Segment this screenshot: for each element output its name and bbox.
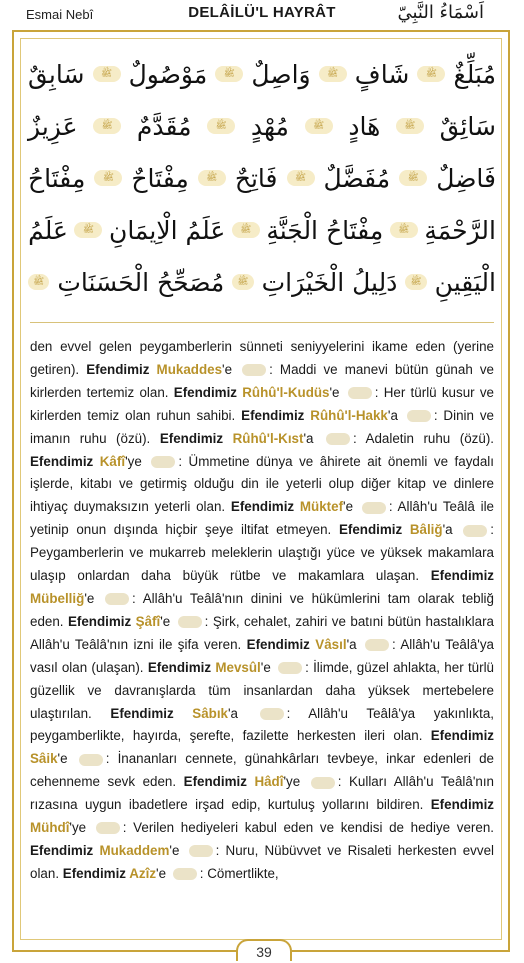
honorific: Efendimiz	[159, 430, 233, 446]
arabic-name: الرَّحْمَةِ	[424, 215, 496, 245]
honorific: Efendimiz	[110, 705, 193, 721]
salawat-icon: ﷺ	[93, 66, 121, 82]
salawat-icon	[173, 868, 197, 880]
honorific: Efendimiz	[86, 361, 157, 377]
arabic-line	[28, 152, 496, 204]
honorific: Efendimiz	[67, 613, 136, 629]
arabic-name: مِفْتَاحُ	[28, 163, 86, 193]
prophet-name: Mukaddem	[99, 842, 170, 858]
salawat-icon	[278, 662, 302, 674]
header-left-title: Esmai Nebî	[26, 7, 94, 22]
arabic-name: عَزِيزٌ	[28, 111, 78, 141]
text-run: : Allâh'u Teâlâ'ya yakınlıkta, peygamberlikte, hayırda, şerefte, fazilette herkesten ileri olan.	[30, 705, 494, 744]
text-run: 'e	[156, 865, 170, 881]
text-run: : Kulları Allâh'u Teâlâ'nın rızasına uygun ibadetlere irşad edip, kurtuluş yollarını bildiren.	[30, 774, 494, 813]
text-run: : Peygamberlerin ve mukarreb meleklerin ulaştığı yüce ve yüksek makamlara ulaşıp onlardan daha büyük rütbe ve makamlara ulaşan.	[30, 522, 494, 584]
prophet-name: Müktef	[299, 499, 344, 515]
honorific: Efendimiz	[230, 499, 300, 515]
salawat-icon: ﷺ	[319, 66, 347, 82]
text-run: 'e	[222, 361, 240, 377]
prophet-name: Mübelliğ	[30, 590, 85, 606]
text-run: 'e	[260, 659, 276, 675]
salawat-icon	[79, 754, 103, 766]
text-run: 'a	[228, 705, 257, 721]
text-run: : İnananları cennete, günahkârları tevbeye, inkar edenleri de cehenneme sevk eden.	[30, 751, 494, 790]
translation-paragraph	[30, 336, 494, 886]
honorific: Efendimiz	[147, 659, 216, 675]
arabic-name: هَادٍ	[348, 111, 381, 141]
text-run: : Allâh'u Teâlâ'ya vasıl olan (ulaşan).	[30, 636, 494, 675]
arabic-name: مُقَدَّمٌ	[136, 111, 192, 141]
arabic-name: فَاضِلٌ	[436, 163, 496, 193]
prophet-name: Sâik	[30, 751, 58, 767]
prophet-name: Rûhû'l-Hakk	[310, 407, 388, 423]
arabic-name: دَلِيلُ الْخَيْرَاتِ	[261, 267, 398, 297]
arabic-name: وَاصِلٌ	[251, 59, 311, 89]
honorific: Efendimiz	[338, 522, 410, 538]
salawat-icon: ﷺ	[198, 170, 226, 186]
honorific: Efendimiz	[30, 453, 100, 469]
text-run: 'e	[343, 499, 359, 515]
text-run: : Verilen hediyeleri kabul eden ve kendisi de hediye veren.	[122, 820, 494, 836]
arabic-name: مُهْدٍ	[250, 111, 289, 141]
honorific: Efendimiz	[62, 865, 130, 881]
arabic-line	[28, 204, 496, 256]
arabic-names-block	[28, 48, 496, 308]
prophet-name: Rûhû'l-Kudüs	[242, 384, 330, 400]
arabic-name: مُفَضَّلٌ	[323, 163, 391, 193]
arabic-name: مُبَلِّغٌ	[453, 59, 496, 89]
salawat-icon	[260, 708, 284, 720]
arabic-name: عَلَمُ	[28, 215, 68, 245]
honorific: Efendimiz	[430, 797, 494, 813]
text-run: : Adaletin ruhu (özü).	[353, 430, 495, 446]
arabic-name: فَاتِحٌ	[234, 163, 278, 193]
text-run: : İlimde, güzel ahlakta, her türlü güzellik ve davranışlarda tüm insanlardan daha yüksek mertebelere ulaştırılan.	[30, 659, 494, 721]
arabic-name: عَلَمُ الْاِيمَانِ	[108, 215, 226, 245]
salawat-icon	[105, 593, 129, 605]
text-run: 'e	[160, 613, 175, 629]
salawat-icon: ﷺ	[28, 274, 49, 290]
honorific: Efendimiz	[430, 568, 494, 584]
salawat-icon: ﷺ	[405, 274, 426, 290]
arabic-line	[28, 100, 496, 152]
prophet-name: Bâliğ	[409, 522, 443, 538]
honorific: Efendimiz	[430, 728, 494, 744]
text-run: : Allâh'u Teâlâ ile yetinip onun dışında hiçbir şeye iltifat etmeyen.	[30, 499, 494, 538]
salawat-icon: ﷺ	[94, 170, 122, 186]
arabic-name: الْيَقِينِ	[434, 267, 496, 297]
prophet-name: Mukaddes	[156, 361, 223, 377]
salawat-icon	[365, 639, 389, 651]
text-run: : Şirk, cehalet, zahiri ve batıni bütün hastalıklara Allâh'u Teâlâ'nın izni ile şifa veren.	[30, 613, 494, 652]
salawat-icon: ﷺ	[399, 170, 427, 186]
page-number: 39	[236, 939, 292, 961]
salawat-icon	[348, 387, 372, 399]
prophet-name: Hâdî	[254, 774, 284, 790]
salawat-icon	[96, 822, 120, 834]
header-arabic-title: اَسْمَاءُ النَّبِيّ	[397, 2, 484, 23]
salawat-icon: ﷺ	[215, 66, 243, 82]
prophet-name: Vâsıl	[315, 636, 347, 652]
text-run: : Maddi ve manevi bütün günah ve kirlerden tertemiz olan.	[30, 361, 495, 400]
prophet-name: Kâfî	[99, 453, 126, 469]
text-run: 'a	[346, 636, 362, 652]
text-run: 'e	[169, 842, 186, 858]
header-book-title: DELÂİLÜ'L HAYRÂT	[188, 4, 336, 21]
text-run: den evvel gelen peygamberlerin sünneti seniyyelerini ikame eden (yerine getiren).	[30, 339, 494, 377]
prophet-name: Sâbık	[192, 705, 228, 721]
text-run: 'a	[387, 407, 404, 423]
prophet-name: Rûhû'l-Kıst	[232, 430, 304, 446]
arabic-line	[28, 256, 496, 308]
arabic-line	[28, 48, 496, 100]
salawat-icon: ﷺ	[232, 274, 253, 290]
salawat-icon: ﷺ	[287, 170, 315, 186]
arabic-name: سَائِقٌ	[439, 111, 496, 141]
salawat-icon	[178, 616, 202, 628]
section-divider	[30, 322, 494, 323]
salawat-icon	[326, 433, 350, 445]
text-run: : Allâh'u Teâlâ'nın dinini ve hükümlerini tam olarak tebliğ eden.	[30, 590, 494, 629]
salawat-icon: ﷺ	[305, 118, 333, 134]
text-run: 'ye	[125, 453, 149, 469]
text-run: 'ye	[283, 774, 308, 790]
salawat-icon	[362, 502, 386, 514]
prophet-name: Mevsûl	[215, 659, 261, 675]
arabic-name: مُصَحِّحُ الْحَسَنَاتِ	[57, 267, 225, 297]
salawat-icon	[407, 410, 431, 422]
text-run: 'a	[303, 430, 324, 446]
page-header	[0, 0, 524, 30]
prophet-name: Azîz	[129, 865, 157, 881]
arabic-name: مِفْتَاحٌ	[131, 163, 189, 193]
text-run: : Ümmetine dünya ve âhirete ait önemli ve faydalı işlerde, kitabı ve getirmiş olduğu din ile yeterli olup diğer kitap ve dinlere ihtiyaç duymaksızın yeterli olan.	[30, 453, 494, 515]
salawat-icon	[242, 364, 266, 376]
honorific: Efendimiz	[241, 407, 311, 423]
text-run: : Dinin ve imanın ruhu (özü).	[30, 407, 494, 446]
arabic-name: مِفْتَاحُ الْجَنَّةِ	[266, 215, 384, 245]
text-run: : Cömertlikte,	[199, 865, 279, 881]
salawat-icon: ﷺ	[207, 118, 235, 134]
prophet-name: Mühdî	[30, 820, 70, 836]
salawat-icon: ﷺ	[74, 222, 102, 238]
salawat-icon: ﷺ	[93, 118, 121, 134]
text-run: 'a	[442, 522, 461, 538]
text-run: 'e	[84, 590, 103, 606]
salawat-icon	[311, 777, 335, 789]
salawat-icon	[463, 525, 487, 537]
arabic-name: سَابِقٌ	[28, 59, 85, 89]
salawat-icon: ﷺ	[390, 222, 418, 238]
text-run: 'ye	[69, 820, 93, 836]
salawat-icon	[189, 845, 213, 857]
text-run: : Nuru, Nübüvvet ve Risaleti herkesten evvel olan.	[30, 842, 494, 881]
honorific: Efendimiz	[246, 636, 316, 652]
arabic-name: شَافٍ	[354, 59, 410, 89]
prophet-name: Şâfî	[135, 613, 161, 629]
honorific: Efendimiz	[183, 774, 255, 790]
arabic-name: مَوْصُولٌ	[128, 59, 208, 89]
salawat-icon: ﷺ	[396, 118, 424, 134]
salawat-icon: ﷺ	[232, 222, 260, 238]
text-run: : Her türlü kusur ve kirlerden temiz olan ruhun sahibi.	[30, 384, 494, 423]
honorific: Efendimiz	[173, 384, 243, 400]
text-run: 'e	[329, 384, 345, 400]
salawat-icon	[151, 456, 175, 468]
honorific: Efendimiz	[30, 842, 100, 858]
salawat-icon: ﷺ	[417, 66, 445, 82]
text-run: 'e	[57, 751, 76, 767]
